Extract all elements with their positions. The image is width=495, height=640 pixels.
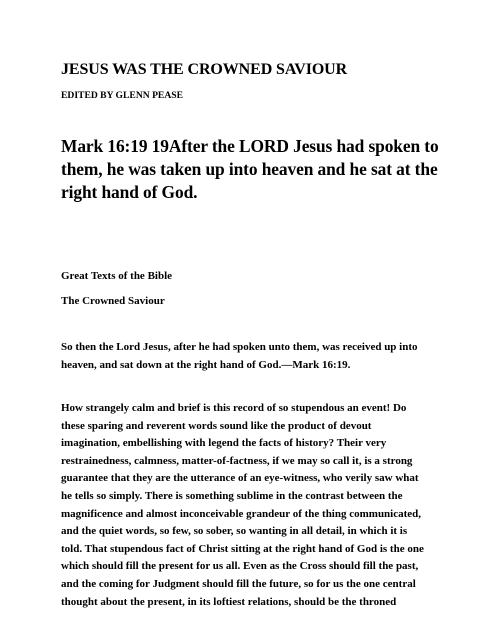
- paragraph-line: and the quiet words, so few, so sober, so wanting in all detail, in which it is: [61, 525, 408, 538]
- scripture-quote: [61, 339, 418, 374]
- source-heading: Great Texts of the Bible: [61, 270, 173, 282]
- editor-credit: EDITED BY GLENN PEASE: [61, 90, 183, 101]
- paragraph-line: these sparing and reverent words sound like the product of devout: [61, 419, 372, 432]
- paragraph-line: he tells so simply. There is something sublime in the contrast between the: [61, 489, 403, 502]
- paragraph-line: told. That stupendous fact of Christ sitting at the right hand of God is the one: [61, 542, 424, 555]
- paragraph-line: magnificence and almost inconceivable grandeur of the thing communicated,: [61, 507, 422, 520]
- body-paragraph: [61, 400, 424, 611]
- section-subtitle: The Crowned Saviour: [61, 295, 165, 307]
- verse-line: right hand of God.: [61, 182, 198, 202]
- paragraph-line: and the coming for Judgment should fill the future, so for us the one central: [61, 577, 416, 590]
- quote-line: heaven, and sat down at the right hand of God.—Mark 16:19.: [61, 358, 351, 371]
- verse-line: Mark 16:19 19After the LORD Jesus had spoken to: [61, 136, 439, 156]
- paragraph-line: How strangely calm and brief is this record of so stupendous an event! Do: [61, 402, 407, 414]
- paragraph-line: guarantee that they are the utterance of an eye-witness, who verily saw what: [61, 472, 419, 485]
- paragraph-line: which should fill the present for us all. Even as the Cross should fill the past,: [61, 560, 419, 573]
- paragraph-line: restrainedness, calmness, matter-of-factness, if we may so call it, is a strong: [61, 454, 413, 467]
- quote-line: So then the Lord Jesus, after he had spoken unto them, was received up into: [61, 341, 418, 353]
- paragraph-line: imagination, embellishing with legend the facts of history? Their very: [61, 437, 387, 450]
- paragraph-line: thought about the present, in its loftiest relations, should be the throned: [61, 595, 397, 608]
- scripture-verse: [61, 135, 441, 204]
- document-title: JESUS WAS THE CROWNED SAVIOUR: [61, 61, 348, 78]
- verse-line: them, he was taken up into heaven and he sat at the: [61, 159, 438, 179]
